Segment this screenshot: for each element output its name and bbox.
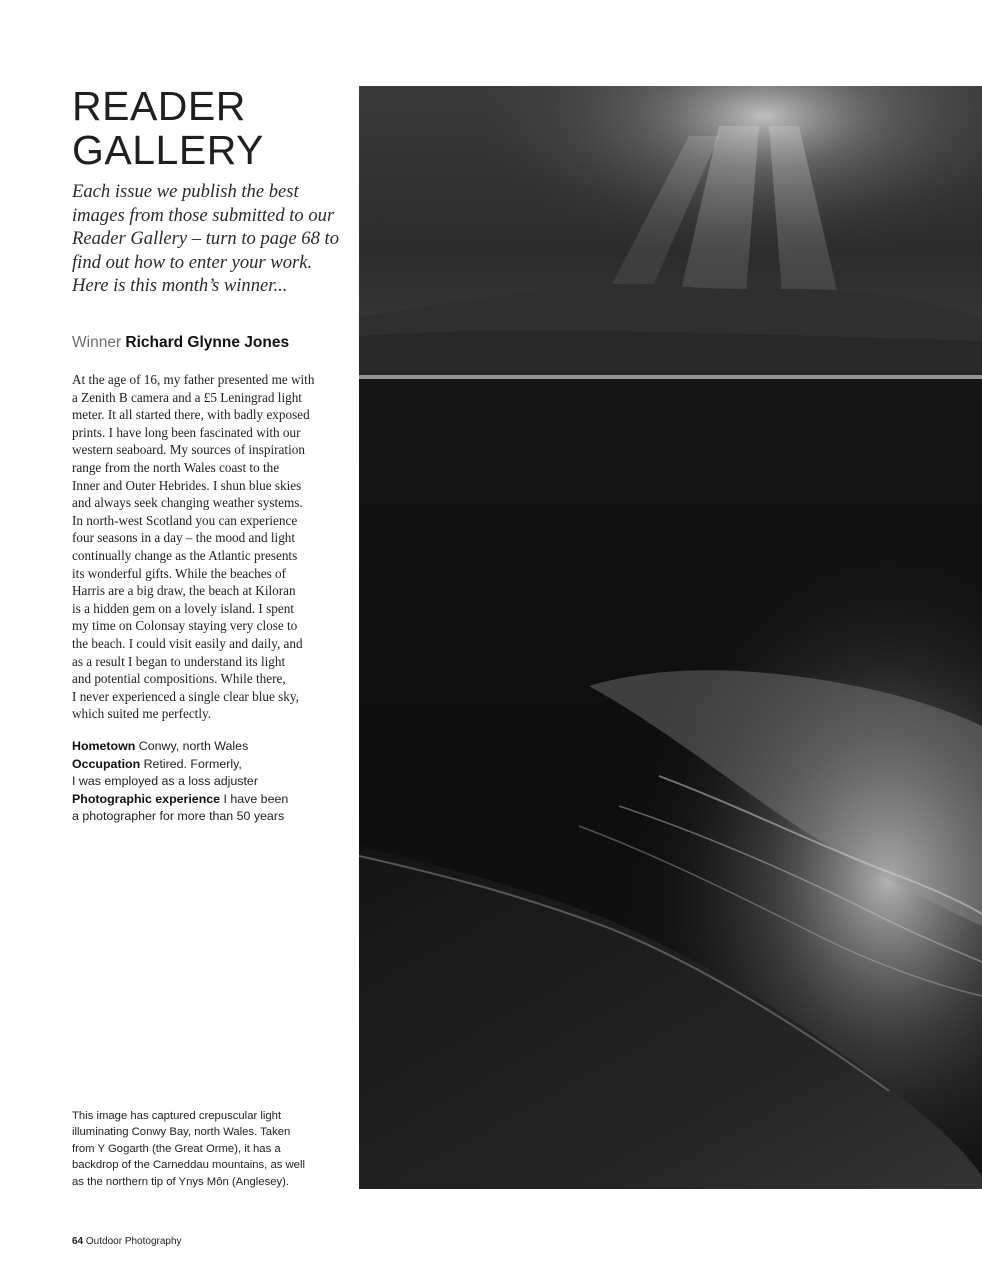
hometown-value: Conwy, north Wales — [135, 739, 249, 753]
caption-line: illuminating Conwy Bay, north Wales. Taken — [72, 1126, 291, 1139]
winner-name: Richard Glynne Jones — [125, 334, 290, 351]
body-line: range from the north Wales coast to the — [72, 459, 280, 475]
experience-label: Photographic experience — [72, 791, 221, 806]
experience-value: I have been — [220, 791, 289, 806]
body-line: which suited me perfectly. — [72, 706, 212, 722]
caption-line: from Y Gogarth (the Great Orme), it has a — [72, 1142, 281, 1155]
publication-name: Outdoor Photography — [83, 1236, 182, 1247]
body-line: I never experienced a single clear blue sky, — [72, 688, 299, 704]
occupation-label: Occupation — [72, 756, 141, 771]
body-line: and potential compositions. While there, — [72, 671, 286, 687]
body-line: continually change as the Atlantic presents — [72, 547, 298, 563]
body-line: In north-west Scotland you can experience — [72, 512, 298, 528]
body-line: Harris are a big draw, the beach at Kiloran — [72, 583, 296, 599]
page-footer — [72, 1236, 182, 1247]
caption-line: This image has captured crepuscular light — [72, 1110, 282, 1122]
body-line: its wonderful gifts. While the beaches of — [72, 565, 286, 581]
body-line: meter. It all started there, with badly exposed — [72, 407, 310, 423]
body-line: a Zenith B camera and a £5 Leningrad light — [72, 389, 302, 405]
body-line: At the age of 16, my father presented me with — [72, 372, 315, 387]
winner-heading — [72, 332, 352, 354]
page-title — [72, 84, 342, 172]
photographer-facts — [72, 738, 342, 826]
intro-standfirst: Each issue we publish the best images from those submitted to our Reader Gallery – turn to page 68 to find out how to enter your work. Here is this month’s winner... — [72, 181, 339, 297]
occupation-continued: I was employed as a loss adjuster — [72, 774, 258, 789]
photo-caption — [72, 1108, 342, 1190]
caption-line: backdrop of the Carneddau mountains, as well — [72, 1159, 305, 1172]
hometown-row — [72, 738, 342, 756]
body-copy — [72, 371, 340, 723]
winner-label: Winner — [72, 334, 122, 351]
body-line: western seaboard. My sources of inspiration — [72, 442, 305, 458]
occupation-row — [72, 756, 342, 774]
title-line-2: GALLERY — [72, 127, 264, 173]
caption-line: as the northern tip of Ynys Môn (Anglesey). — [72, 1175, 290, 1188]
body-line: is a hidden gem on a lovely island. I spent — [72, 600, 294, 616]
experience-row — [72, 791, 342, 809]
body-line: Inner and Outer Hebrides. I shun blue skies — [72, 477, 302, 493]
page-number: 64 — [72, 1236, 84, 1247]
title-line-1: READER — [72, 83, 246, 129]
body-line: my time on Colonsay staying very close to — [72, 618, 298, 634]
hometown-label: Hometown — [72, 739, 136, 753]
body-line: prints. I have long been fascinated with our — [72, 424, 301, 440]
body-line: as a result I began to understand its light — [72, 653, 286, 669]
body-line: four seasons in a day – the mood and light — [72, 530, 296, 546]
body-line: and always seek changing weather systems. — [72, 495, 303, 511]
winning-photograph — [359, 86, 982, 1189]
experience-continued: a photographer for more than 50 years — [72, 809, 285, 824]
body-line: the beach. I could visit easily and daily, and — [72, 635, 303, 651]
occupation-value: Retired. Formerly, — [140, 756, 242, 771]
